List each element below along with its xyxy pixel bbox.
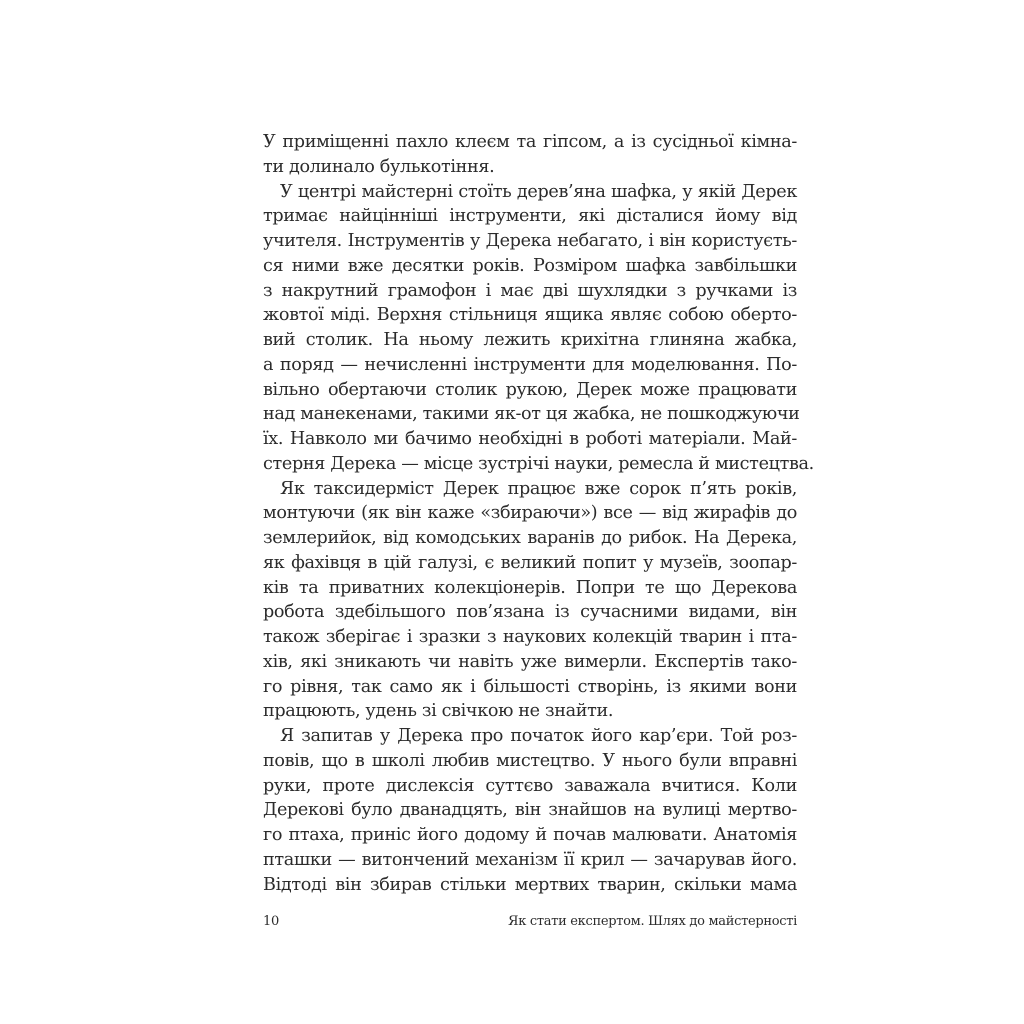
paragraph xyxy=(263,180,814,477)
text-line: Я запитав у Дерека про початок його кар’єри. Той роз- xyxy=(280,726,797,746)
text-line: учителя. Інструментів у Дерека небагато, і він користуєть- xyxy=(263,231,797,251)
text-line: над манекенами, такими як-от ця жабка, не пошкоджуючи xyxy=(263,404,800,425)
text-line: ти долинало булькотіння. xyxy=(263,156,495,177)
text-line: повів, що в школі любив мистецтво. У нього були вправні xyxy=(263,750,797,771)
text-line: жовтої міді. Верхня стільниця ящика являє собою оберто- xyxy=(263,305,797,326)
text-line: го рівня, так само як і більшості створінь, із якими вони xyxy=(263,676,797,697)
text-line: хів, які зникають чи навіть уже вимерли. Експертів тако- xyxy=(263,651,797,672)
text-line: Відтоді він збирав стільки мертвих тварин, скільки мама xyxy=(263,874,797,895)
paragraph xyxy=(263,724,797,897)
text-line: робота здебільшого пов’язана із сучасними видами, він xyxy=(263,602,797,623)
text-line: тримає найцінніші інструменти, які дісталися йому від xyxy=(263,206,797,227)
body-text xyxy=(263,130,814,897)
text-line: Як таксидерміст Дерек працює вже сорок п’ять років, xyxy=(280,478,797,499)
text-line: як фахівця в цій галузі, є великий попит у музеїв, зоопар- xyxy=(263,552,797,573)
text-line: стерня Дерека — місце зустрічі науки, ремесла й мистецтва. xyxy=(263,453,814,474)
text-line: також зберігає і зразки з наукових колекцій тварин і пта- xyxy=(263,627,797,647)
text-line: У приміщенні пахло клеєм та гіпсом, а із сусідньої кімна- xyxy=(263,132,797,152)
text-line: руки, проте дислексія суттєво заважала вчитися. Коли xyxy=(263,775,797,796)
text-line: Дерекові було дванадцять, він знайшов на вулиці мертво- xyxy=(263,800,797,821)
paragraph xyxy=(263,130,797,180)
text-line: ся ними вже десятки років. Розміром шафка завбільшки xyxy=(263,255,797,276)
text-line: працюють, удень зі свічкою не знайти. xyxy=(263,701,614,722)
text-line: монтуючи (як він каже «збираючи») все — від жирафів до xyxy=(263,503,797,524)
text-line: пташки — витончений механізм її крил — зачарував його. xyxy=(263,849,797,870)
text-line: землерийок, від комодських варанів до рибок. На Дерека, xyxy=(263,528,797,548)
text-line: з накрутний грамофон і має дві шухлядки з ручками із xyxy=(263,280,797,301)
text-line: вий столик. На ньому лежить крихітна глиняна жабка, xyxy=(263,330,797,350)
running-title: Як стати експертом. Шлях до майстерності xyxy=(508,914,797,929)
text-line: го птаха, приніс його додому й почав малювати. Анатомія xyxy=(263,825,797,845)
text-line: У центрі майстерні стоїть дерев’яна шафка, у якій Дерек xyxy=(280,181,797,202)
text-line: їх. Навколо ми бачимо необхідні в роботі матеріали. Май- xyxy=(263,429,797,449)
text-line: а поряд — нечисленні інструменти для моделювання. По- xyxy=(263,354,797,375)
page-footer xyxy=(263,910,797,934)
page-number: 10 xyxy=(263,914,279,929)
text-line: ків та приватних колекціонерів. Попри те що Дерекова xyxy=(263,577,797,598)
text-line: вільно обертаючи столик рукою, Дерек може працювати xyxy=(263,379,797,400)
paragraph xyxy=(263,477,797,725)
